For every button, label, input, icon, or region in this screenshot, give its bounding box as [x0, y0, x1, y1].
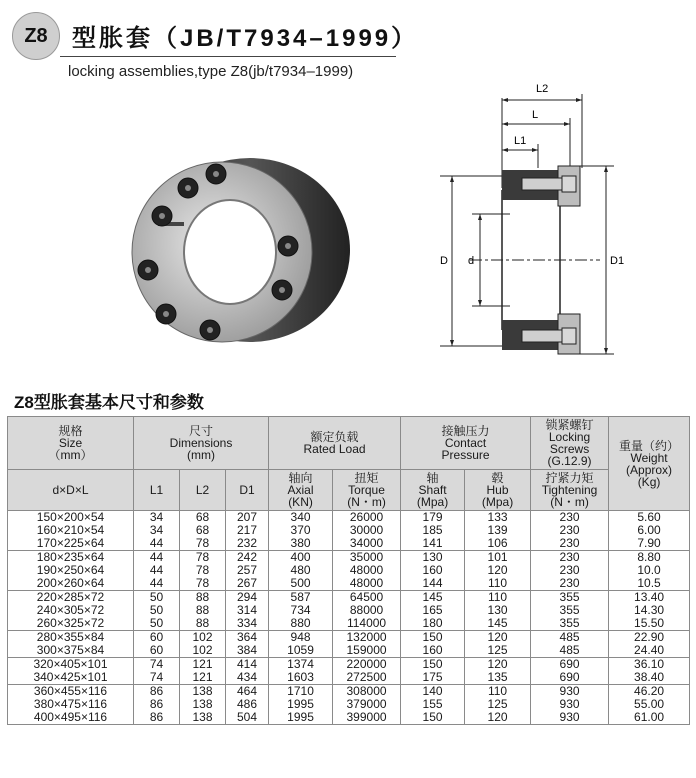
cell-torque: 272500 — [333, 671, 401, 685]
cell-hub: 145 — [465, 617, 531, 631]
cell-torque: 48000 — [333, 564, 401, 577]
cell-hub: 110 — [465, 685, 531, 699]
cell-hub: 139 — [465, 524, 531, 537]
header-l1: L1 — [134, 470, 180, 511]
cell-axial: 1995 — [269, 711, 333, 725]
header-shaft: 轴 Shaft (Mpa) — [401, 470, 465, 511]
cell-d1: 414 — [226, 658, 269, 672]
label-d1: D1 — [610, 255, 625, 267]
cell-size: 240×305×72 — [8, 604, 134, 617]
cell-l1: 74 — [134, 658, 180, 672]
cell-weight: 10.5 — [609, 577, 690, 591]
cell-d1: 504 — [226, 711, 269, 725]
cell-size: 360×455×116 — [8, 685, 134, 699]
cell-weight: 8.80 — [609, 551, 690, 565]
cell-axial: 880 — [269, 617, 333, 631]
table-row — [8, 537, 690, 551]
cell-weight: 38.40 — [609, 671, 690, 685]
cell-l2: 88 — [180, 617, 226, 631]
cell-hub: 110 — [465, 591, 531, 605]
cell-torque: 30000 — [333, 524, 401, 537]
cell-weight: 55.00 — [609, 698, 690, 711]
cell-l1: 44 — [134, 537, 180, 551]
cell-hub: 120 — [465, 658, 531, 672]
header-row-2 — [8, 470, 690, 511]
table-row — [8, 658, 690, 672]
cell-torque: 34000 — [333, 537, 401, 551]
cell-torque: 379000 — [333, 698, 401, 711]
cell-axial: 734 — [269, 604, 333, 617]
cell-size: 260×325×72 — [8, 617, 134, 631]
cell-size: 160×210×54 — [8, 524, 134, 537]
cell-tightening: 230 — [531, 524, 609, 537]
cell-l2: 68 — [180, 524, 226, 537]
type-badge: Z8 — [12, 12, 60, 60]
cell-d1: 434 — [226, 671, 269, 685]
cell-tightening: 230 — [531, 511, 609, 525]
cell-tightening: 930 — [531, 698, 609, 711]
header-torque: 扭矩 Torque (N・m) — [333, 470, 401, 511]
header-contact-pressure: 接触压力 Contact Pressure — [401, 417, 531, 470]
table-row — [8, 551, 690, 565]
section-top — [502, 166, 580, 206]
cell-axial: 1374 — [269, 658, 333, 672]
cell-shaft: 160 — [401, 644, 465, 658]
cell-torque: 114000 — [333, 617, 401, 631]
cell-d1: 207 — [226, 511, 269, 525]
header-tightening: 拧紧力矩 Tightening (N・m) — [531, 470, 609, 511]
cell-l2: 78 — [180, 577, 226, 591]
cell-d1: 242 — [226, 551, 269, 565]
spec-table — [7, 416, 690, 725]
cell-shaft: 145 — [401, 591, 465, 605]
cell-axial: 587 — [269, 591, 333, 605]
cell-shaft: 150 — [401, 658, 465, 672]
cell-size: 150×200×54 — [8, 511, 134, 525]
cell-shaft: 185 — [401, 524, 465, 537]
table-row — [8, 511, 690, 525]
cell-tightening: 230 — [531, 577, 609, 591]
page-subtitle: locking assemblies,type Z8(jb/t7934–1999) — [68, 63, 354, 80]
cell-l1: 74 — [134, 671, 180, 685]
header-weight: 重量（约） Weight (Approx) (Kg) — [609, 417, 690, 511]
header-hub: 毂 Hub (Mpa) — [465, 470, 531, 511]
table-row — [8, 644, 690, 658]
cell-torque: 64500 — [333, 591, 401, 605]
cell-size: 280×355×84 — [8, 631, 134, 645]
cell-l1: 44 — [134, 577, 180, 591]
cell-axial: 500 — [269, 577, 333, 591]
page-title: 型胀套（JB/T7934–1999） — [72, 25, 419, 52]
cell-l2: 88 — [180, 604, 226, 617]
cell-axial: 480 — [269, 564, 333, 577]
cell-size: 220×285×72 — [8, 591, 134, 605]
cell-l1: 34 — [134, 511, 180, 525]
table-row — [8, 617, 690, 631]
cell-d1: 486 — [226, 698, 269, 711]
cell-weight: 5.60 — [609, 511, 690, 525]
cell-d1: 464 — [226, 685, 269, 699]
cell-l2: 121 — [180, 671, 226, 685]
cell-torque: 132000 — [333, 631, 401, 645]
cell-tightening: 690 — [531, 658, 609, 672]
cell-shaft: 150 — [401, 711, 465, 725]
cell-size: 200×260×64 — [8, 577, 134, 591]
cell-axial: 380 — [269, 537, 333, 551]
cell-hub: 120 — [465, 711, 531, 725]
cell-l1: 34 — [134, 524, 180, 537]
title-underline — [60, 56, 396, 57]
cell-axial: 1059 — [269, 644, 333, 658]
cell-tightening: 230 — [531, 564, 609, 577]
cell-d1: 364 — [226, 631, 269, 645]
cell-l2: 121 — [180, 658, 226, 672]
header-axial: 轴向 Axial (KN) — [269, 470, 333, 511]
cell-size: 380×475×116 — [8, 698, 134, 711]
cell-l2: 88 — [180, 591, 226, 605]
cell-d1: 232 — [226, 537, 269, 551]
cell-d1: 334 — [226, 617, 269, 631]
cell-l2: 138 — [180, 685, 226, 699]
label-d-bore: d — [468, 255, 475, 267]
cell-shaft: 155 — [401, 698, 465, 711]
header-row-1 — [8, 417, 690, 470]
product-photo — [118, 150, 358, 350]
cell-hub: 110 — [465, 577, 531, 591]
cell-size: 320×405×101 — [8, 658, 134, 672]
header-rated-load: 额定负载 Rated Load — [269, 417, 401, 470]
cell-weight: 13.40 — [609, 591, 690, 605]
table-row — [8, 685, 690, 699]
cell-l1: 44 — [134, 564, 180, 577]
cell-d1: 267 — [226, 577, 269, 591]
cell-axial: 370 — [269, 524, 333, 537]
cell-weight: 14.30 — [609, 604, 690, 617]
cell-hub: 125 — [465, 644, 531, 658]
cell-d1: 384 — [226, 644, 269, 658]
table-row — [8, 564, 690, 577]
cell-l1: 86 — [134, 711, 180, 725]
cell-torque: 48000 — [333, 577, 401, 591]
cell-shaft: 160 — [401, 564, 465, 577]
cell-tightening: 355 — [531, 617, 609, 631]
header-size: 规格 Size （mm） — [8, 417, 134, 470]
header-d1: D1 — [226, 470, 269, 511]
cell-l1: 44 — [134, 551, 180, 565]
cell-axial: 948 — [269, 631, 333, 645]
section-bottom — [502, 314, 580, 354]
cell-weight: 6.00 — [609, 524, 690, 537]
cell-hub: 101 — [465, 551, 531, 565]
cell-hub: 133 — [465, 511, 531, 525]
cell-torque: 159000 — [333, 644, 401, 658]
cell-shaft: 179 — [401, 511, 465, 525]
cell-weight: 22.90 — [609, 631, 690, 645]
cell-hub: 135 — [465, 671, 531, 685]
cell-weight: 61.00 — [609, 711, 690, 725]
table-row — [8, 671, 690, 685]
cell-tightening: 230 — [531, 551, 609, 565]
cell-shaft: 175 — [401, 671, 465, 685]
cell-shaft: 180 — [401, 617, 465, 631]
cell-hub: 130 — [465, 604, 531, 617]
cell-size: 180×235×64 — [8, 551, 134, 565]
cell-shaft: 140 — [401, 685, 465, 699]
cell-weight: 36.10 — [609, 658, 690, 672]
cell-d1: 257 — [226, 564, 269, 577]
cell-l1: 50 — [134, 604, 180, 617]
cell-weight: 7.90 — [609, 537, 690, 551]
cell-hub: 120 — [465, 564, 531, 577]
cell-axial: 1603 — [269, 671, 333, 685]
cell-weight: 46.20 — [609, 685, 690, 699]
cell-l2: 138 — [180, 711, 226, 725]
cell-l2: 68 — [180, 511, 226, 525]
cell-d1: 294 — [226, 591, 269, 605]
cell-weight: 24.40 — [609, 644, 690, 658]
cell-torque: 26000 — [333, 511, 401, 525]
cell-torque: 88000 — [333, 604, 401, 617]
table-row — [8, 524, 690, 537]
cell-l1: 60 — [134, 631, 180, 645]
label-l2: L2 — [536, 83, 549, 95]
cell-hub: 120 — [465, 631, 531, 645]
cell-l2: 138 — [180, 698, 226, 711]
cell-size: 400×495×116 — [8, 711, 134, 725]
header-dxdxl: d×D×L — [8, 470, 134, 511]
table-row — [8, 711, 690, 725]
header-dimensions: 尺寸 Dimensions (mm) — [134, 417, 269, 470]
cell-axial: 1995 — [269, 698, 333, 711]
cell-tightening: 930 — [531, 711, 609, 725]
cell-tightening: 355 — [531, 604, 609, 617]
cell-size: 190×250×64 — [8, 564, 134, 577]
cell-tightening: 930 — [531, 685, 609, 699]
cell-torque: 220000 — [333, 658, 401, 672]
cell-shaft: 144 — [401, 577, 465, 591]
cell-l1: 86 — [134, 685, 180, 699]
cell-shaft: 141 — [401, 537, 465, 551]
cell-torque: 399000 — [333, 711, 401, 725]
cell-weight: 10.0 — [609, 564, 690, 577]
cell-l2: 102 — [180, 631, 226, 645]
cell-l2: 102 — [180, 644, 226, 658]
cell-axial: 340 — [269, 511, 333, 525]
cell-l1: 50 — [134, 591, 180, 605]
table-row — [8, 591, 690, 605]
cell-l1: 60 — [134, 644, 180, 658]
label-d-outer: D — [440, 255, 448, 267]
cell-l1: 50 — [134, 617, 180, 631]
cell-tightening: 230 — [531, 537, 609, 551]
cell-torque: 308000 — [333, 685, 401, 699]
label-l: L — [532, 109, 539, 121]
cell-hub: 106 — [465, 537, 531, 551]
cell-shaft: 165 — [401, 604, 465, 617]
cell-hub: 125 — [465, 698, 531, 711]
section-drawing — [410, 78, 690, 358]
cell-torque: 35000 — [333, 551, 401, 565]
cell-shaft: 150 — [401, 631, 465, 645]
cell-l2: 78 — [180, 551, 226, 565]
cell-d1: 314 — [226, 604, 269, 617]
cell-axial: 400 — [269, 551, 333, 565]
bore — [184, 200, 276, 304]
cell-size: 340×425×101 — [8, 671, 134, 685]
cell-tightening: 485 — [531, 631, 609, 645]
table-row — [8, 631, 690, 645]
cell-l1: 86 — [134, 698, 180, 711]
cell-tightening: 355 — [531, 591, 609, 605]
header-l2: L2 — [180, 470, 226, 511]
label-l1: L1 — [514, 135, 527, 147]
table-title: Z8型胀套基本尺寸和参数 — [14, 393, 204, 412]
cell-l2: 78 — [180, 564, 226, 577]
cell-shaft: 130 — [401, 551, 465, 565]
cell-l2: 78 — [180, 537, 226, 551]
cell-tightening: 690 — [531, 671, 609, 685]
table-row — [8, 577, 690, 591]
cell-size: 300×375×84 — [8, 644, 134, 658]
cell-axial: 1710 — [269, 685, 333, 699]
cell-d1: 217 — [226, 524, 269, 537]
header-locking-screws: 锁紧螺钉 Locking Screws (G.12.9) — [531, 417, 609, 470]
cell-weight: 15.50 — [609, 617, 690, 631]
cell-tightening: 485 — [531, 644, 609, 658]
cell-size: 170×225×64 — [8, 537, 134, 551]
